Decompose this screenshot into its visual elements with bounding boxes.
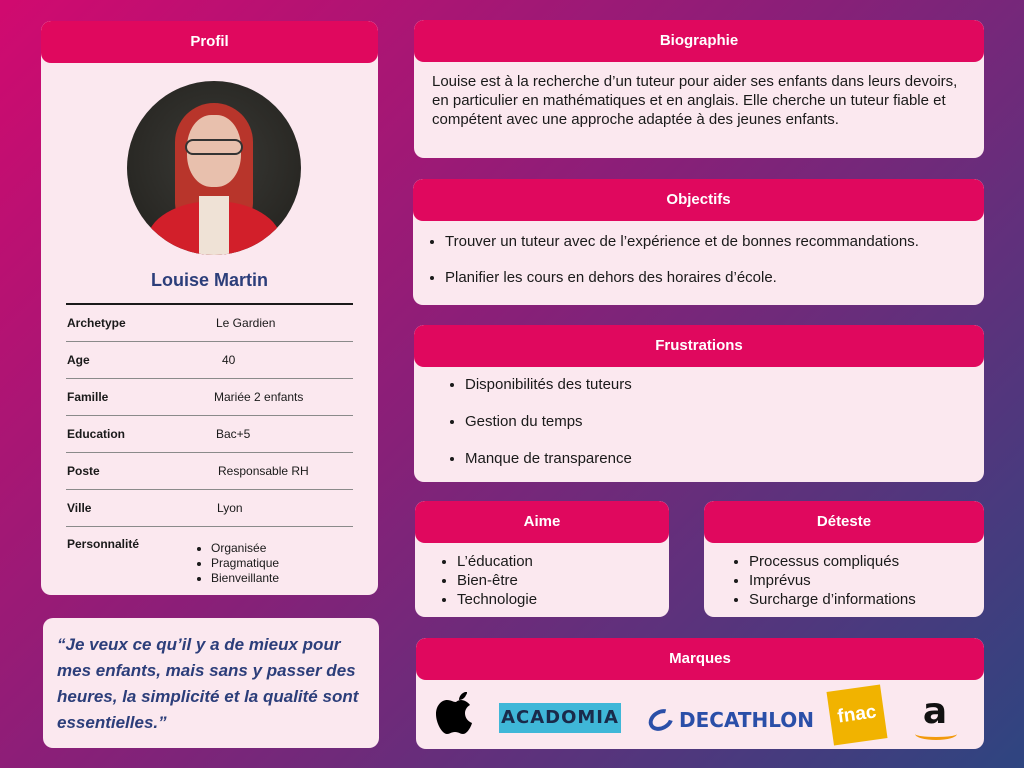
aime-list — [415, 543, 669, 609]
amazon-smile-icon — [915, 728, 957, 740]
brand-logos — [416, 680, 984, 749]
info-row — [66, 342, 353, 379]
marques-card — [416, 638, 984, 749]
acadomia-logo: ACADOMIA — [499, 703, 621, 733]
amazon-wordmark: a — [922, 691, 948, 732]
amazon-logo — [911, 692, 959, 738]
list-item: • Planifier les cours en dehors des horaires d’école. — [445, 269, 984, 286]
list-item: • Bien-être — [457, 571, 669, 590]
list-item: • Technologie — [457, 590, 669, 609]
decathlon-swirl-icon — [645, 705, 678, 735]
info-key: Famille — [67, 390, 109, 404]
aime-header: Aime — [415, 501, 669, 543]
quote-card — [43, 618, 379, 748]
frustrations-list — [414, 367, 984, 467]
apple-logo-icon — [432, 686, 480, 740]
aime-card — [415, 501, 669, 617]
list-item: • Manque de transparence — [465, 450, 984, 467]
info-value: Bac+5 — [216, 427, 251, 441]
fnac-logo: fnac — [827, 685, 888, 746]
personality-item: • Pragmatique — [211, 556, 279, 571]
bio-header: Biographie — [414, 20, 984, 62]
info-value: Le Gardien — [216, 316, 276, 330]
info-row-personality — [66, 527, 353, 587]
personality-item: • Organisée — [211, 541, 279, 556]
info-row — [66, 490, 353, 527]
personality-list — [199, 541, 279, 586]
list-item: • L’éducation — [457, 552, 669, 571]
bio-text: Louise est à la recherche d’un tuteur pour aider ses enfants dans leurs devoirs, en particulier en mathématiques et en anglais. Elle cherche un tuteur fiable et compétent avec une approche adaptée à des jeunes enfants. — [432, 73, 958, 128]
bio-card — [414, 20, 984, 158]
deteste-header: Déteste — [704, 501, 984, 543]
info-row — [66, 416, 353, 453]
persona-name: Louise Martin — [150, 270, 268, 290]
marques-header: Marques — [416, 638, 984, 680]
info-value: Mariée 2 enfants — [214, 390, 304, 404]
decathlon-wordmark: DECATHLON — [679, 708, 815, 732]
objectifs-header: Objectifs — [413, 179, 984, 221]
profile-card — [41, 21, 378, 595]
frustrations-header: Frustrations — [414, 325, 984, 367]
info-key: Personnalité — [67, 537, 140, 551]
list-item: • Disponibilités des tuteurs — [465, 376, 984, 393]
list-item: • Imprévus — [749, 571, 984, 590]
info-key: Archetype — [67, 316, 126, 330]
info-value: 40 — [222, 353, 236, 367]
info-key: Poste — [67, 464, 100, 478]
decathlon-logo — [648, 705, 814, 735]
list-item: • Surcharge d’informations — [749, 590, 984, 609]
info-row — [66, 379, 353, 416]
personality-item: • Bienveillante — [211, 571, 279, 586]
info-key: Age — [67, 353, 90, 367]
frustrations-card — [414, 325, 984, 482]
quote-text: “Je veux ce qu’il y a de mieux pour mes enfants, mais sans y passer des heures, la simplicité et la qualité sont essentielles.” — [57, 635, 359, 732]
info-value: Lyon — [217, 501, 243, 515]
list-item: • Processus compliqués — [749, 552, 984, 571]
list-item: • Trouver un tuteur avec de l’expérience et de bonnes recommandations. — [445, 233, 984, 250]
list-item: • Gestion du temps — [465, 413, 984, 430]
info-row — [66, 305, 353, 342]
avatar — [127, 81, 301, 255]
info-value: Responsable RH — [218, 464, 309, 478]
profile-header: Profil — [41, 21, 378, 63]
deteste-list — [704, 543, 984, 609]
deteste-card — [704, 501, 984, 617]
info-table — [66, 305, 353, 587]
info-key: Ville — [67, 501, 92, 515]
objectifs-card — [413, 179, 984, 305]
info-key: Education — [67, 427, 126, 441]
info-row — [66, 453, 353, 490]
objectifs-list — [413, 221, 984, 286]
